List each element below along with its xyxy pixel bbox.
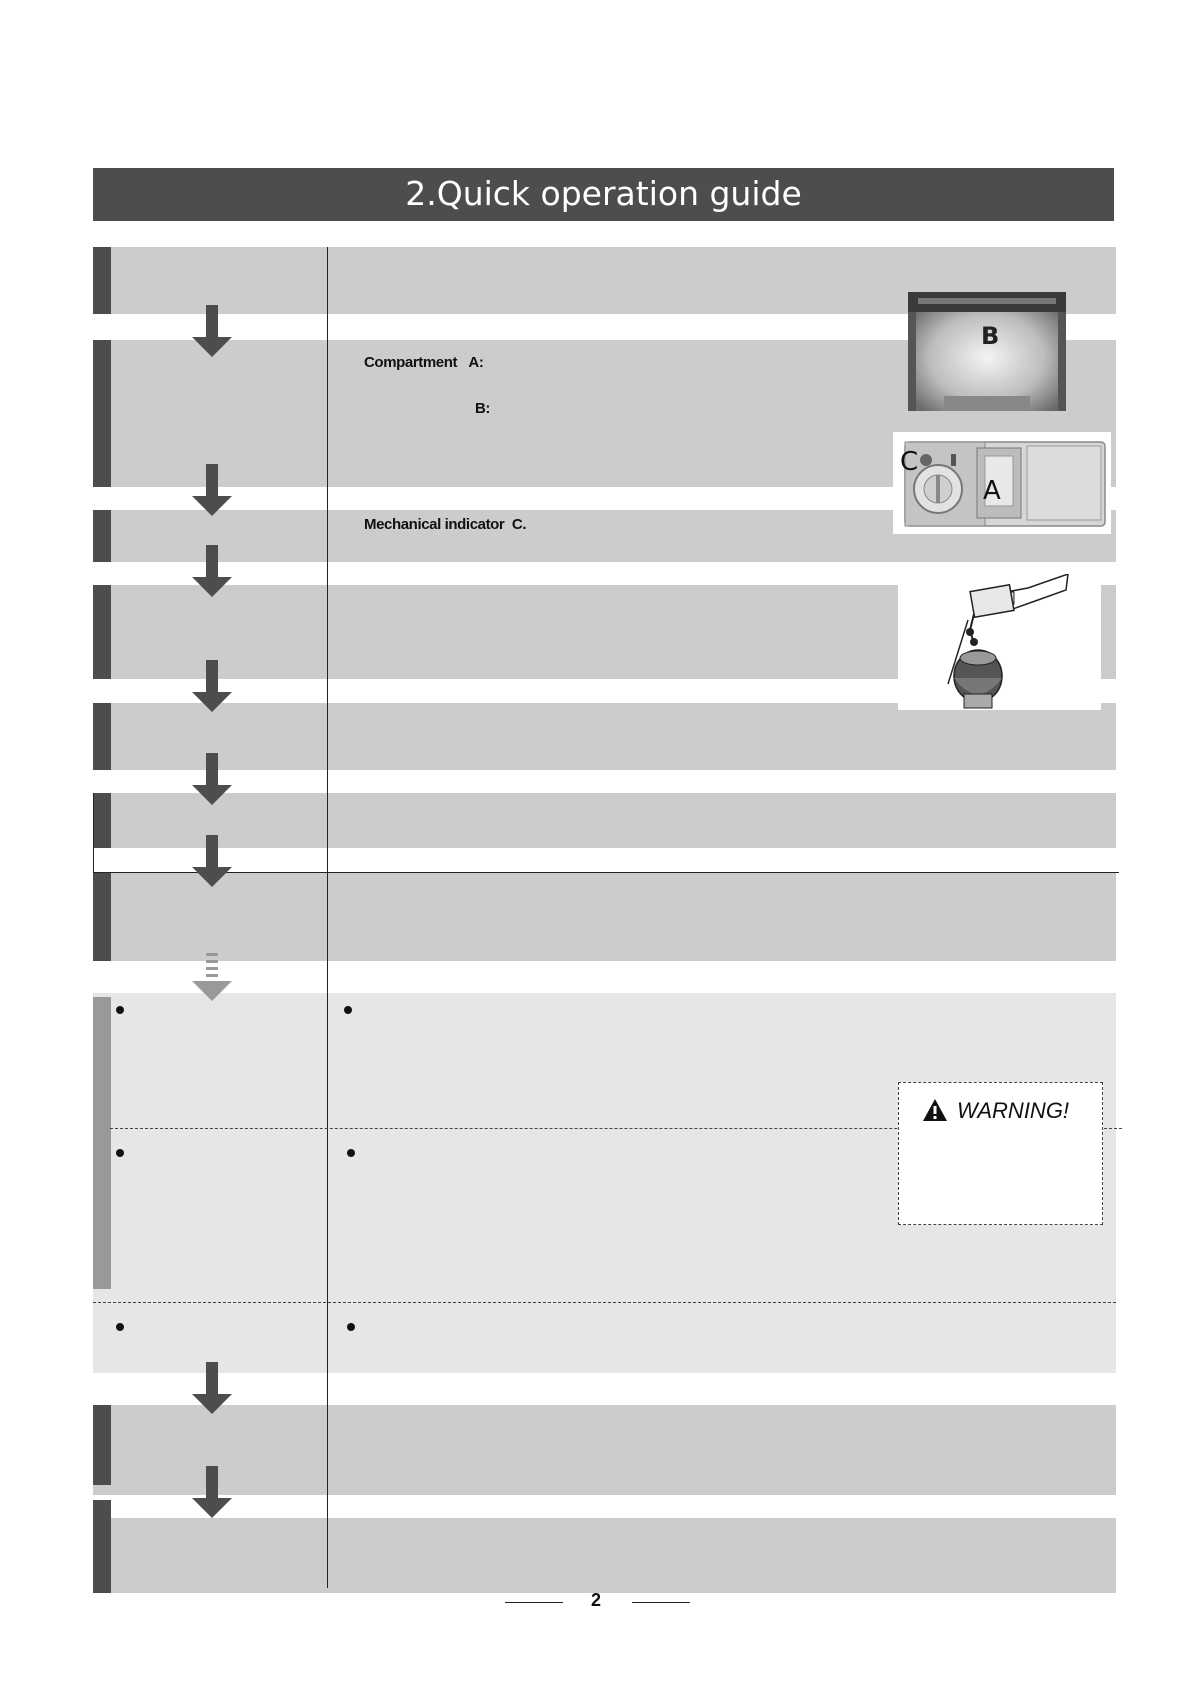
down-arrow-icon [192, 1362, 232, 1414]
step-band-7 [93, 873, 1116, 961]
step-band-6 [93, 793, 1116, 848]
footer-rule-right [632, 1602, 690, 1603]
pouring-illustration [898, 574, 1101, 710]
section-title-bar [93, 168, 1114, 221]
note-bullet [344, 1006, 352, 1014]
figure-label-a: A [983, 476, 1001, 506]
compartment-b-label: B: [475, 400, 491, 417]
step-marker-5 [93, 703, 111, 770]
warning-label: WARNING! [957, 1098, 1070, 1123]
rinse-aid-dispenser-photo [908, 292, 1066, 411]
dashed-separator-2 [93, 1302, 1116, 1303]
note-bullet [116, 1006, 124, 1014]
warning-triangle-icon [923, 1099, 947, 1121]
detergent-dispenser-photo [893, 432, 1111, 534]
step-band-8 [93, 1405, 1116, 1495]
step-marker-8 [93, 1405, 111, 1485]
step-marker-4 [93, 585, 111, 679]
column-divider [327, 247, 328, 1588]
compartment-a-label: A: [468, 354, 484, 371]
step-marker-7 [93, 873, 111, 961]
section-rule-left [93, 793, 94, 873]
down-arrow-icon [192, 464, 232, 516]
down-arrow-icon [192, 660, 232, 712]
step-band-5 [93, 703, 1116, 770]
step-band-9 [93, 1518, 1116, 1593]
down-arrow-icon [192, 545, 232, 597]
note-bullet [116, 1323, 124, 1331]
dashed-down-arrow-icon [192, 953, 232, 1001]
down-arrow-icon [192, 305, 232, 357]
step-marker-1 [93, 247, 111, 314]
note-bullet [347, 1149, 355, 1157]
step-marker-2 [93, 340, 111, 487]
down-arrow-icon [192, 1466, 232, 1518]
footer-rule-left [505, 1602, 563, 1603]
down-arrow-icon [192, 835, 232, 887]
down-arrow-icon [192, 753, 232, 805]
note-bullet [116, 1149, 124, 1157]
page-number: 2 [590, 1590, 601, 1610]
figure-label-b: B [981, 322, 1000, 350]
warning-box [898, 1082, 1103, 1225]
step-marker-9 [93, 1500, 111, 1593]
step-marker-6 [93, 793, 111, 848]
note-bullet [347, 1323, 355, 1331]
figure-label-c: C [900, 447, 919, 477]
indicator-c-label: C. [511, 516, 527, 533]
note-marker [93, 997, 111, 1289]
page-title: 2.Quick operation guide [405, 174, 802, 213]
compartment-label: Compartment A: [364, 354, 484, 371]
step-marker-3 [93, 510, 111, 562]
mechanical-indicator-label: Mechanical indicator C. [364, 516, 527, 533]
section-rule [93, 872, 1119, 873]
